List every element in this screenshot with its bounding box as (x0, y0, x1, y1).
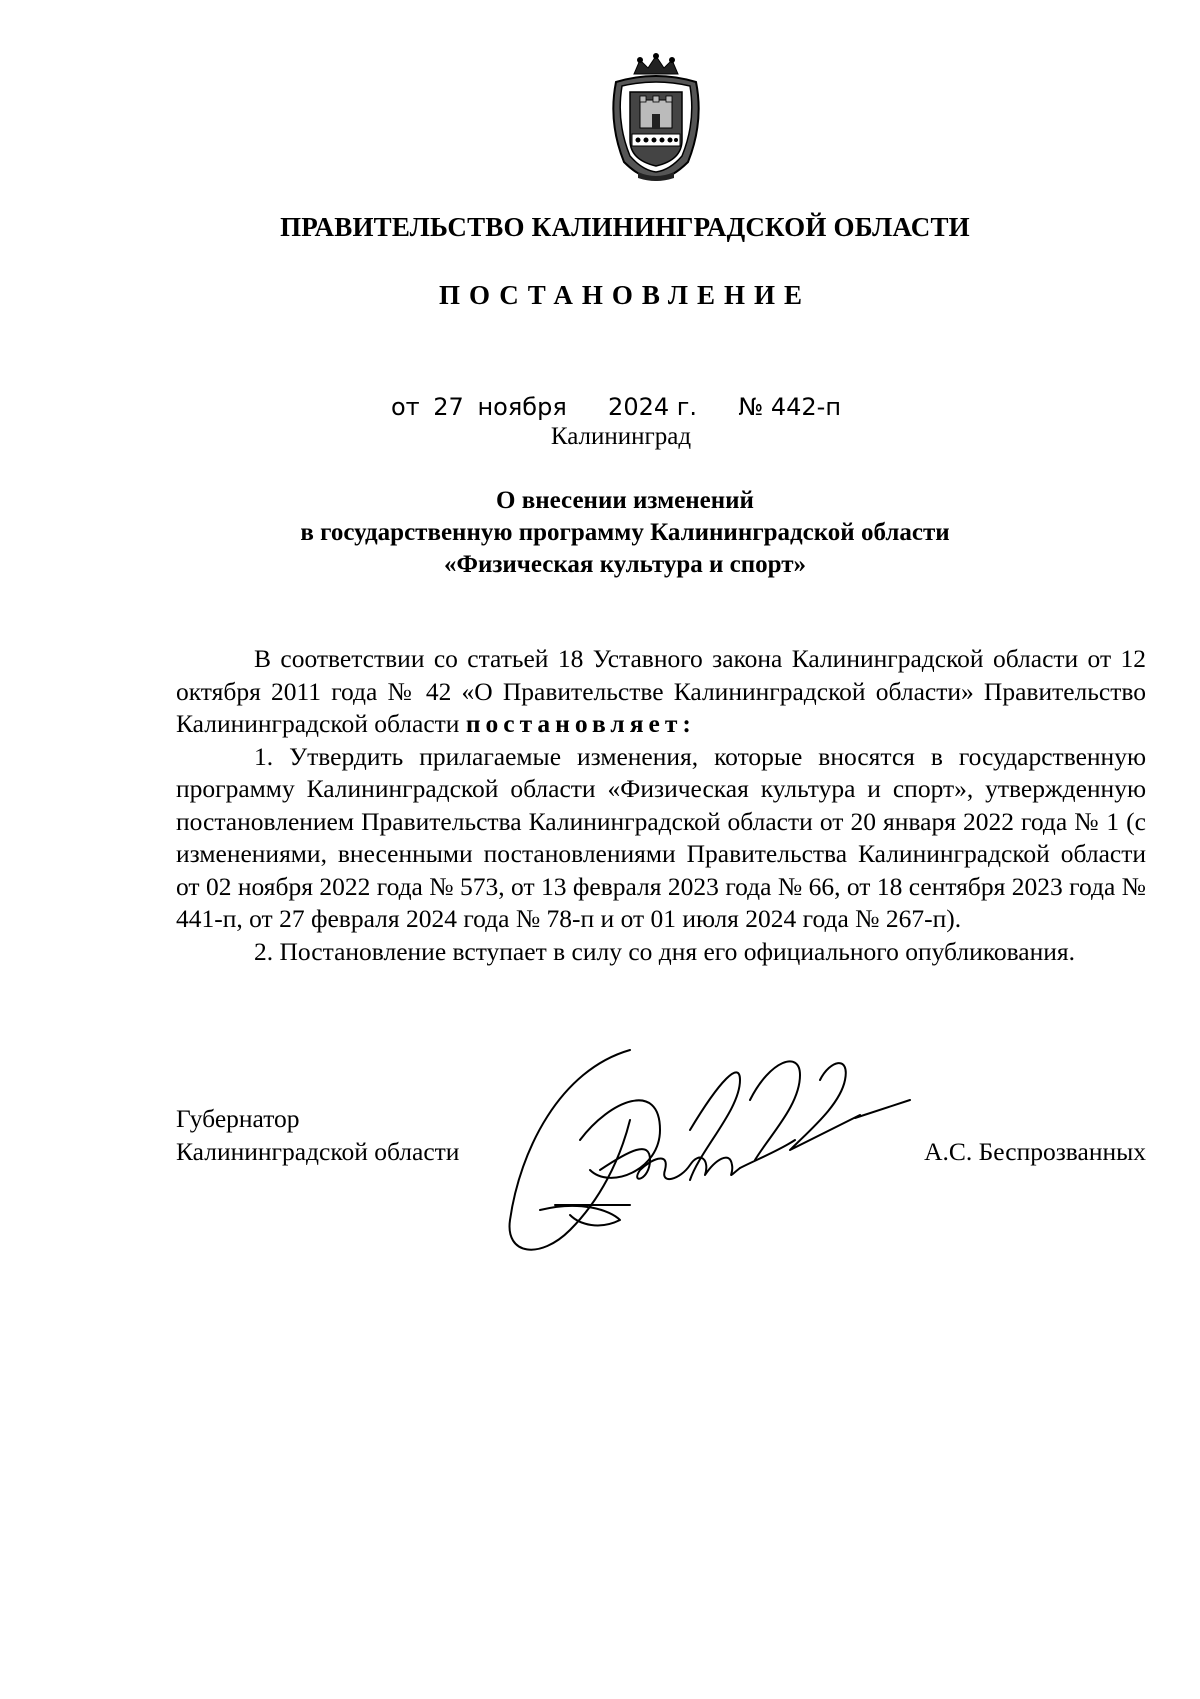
document-body (176, 643, 1146, 968)
date-prefix: от (390, 393, 420, 421)
document-number: № 442-п (738, 393, 842, 421)
date-number-line (0, 393, 1200, 421)
date-day: 27 (433, 393, 464, 421)
subject-line-1: О внесении изменений (496, 487, 754, 514)
date-month: ноября (477, 393, 567, 421)
subject-line-2: в государственную программу Калининградской области (300, 519, 950, 546)
signer-position (176, 1102, 459, 1168)
handwritten-signature (500, 1040, 920, 1270)
date-year: 2024 г. (608, 393, 697, 421)
subject-line-3: «Физическая культура и спорт» (443, 551, 807, 578)
city: Калининград (550, 423, 692, 450)
decree-word: постановляет (465, 709, 683, 738)
signer-position-line-1: Губернатор (176, 1104, 300, 1133)
item-2-paragraph: 2. Постановление вступает в силу со дня его официального опубликования. (254, 936, 1075, 966)
document-subject (0, 485, 1200, 581)
government-title: ПРАВИТЕЛЬСТВО КАЛИНИНГРАДСКОЙ ОБЛАСТИ (280, 212, 970, 242)
preamble-text: В соответствии со статьей 18 Уставного закона Калининградской области от 12 октября 2011 года № 42 «О Правительстве Калининградской области» Правительство Калининградской области (176, 644, 1146, 738)
preamble-paragraph (176, 643, 1146, 741)
item-1-paragraph: 1. Утвердить прилагаемые изменения, которые вносятся в государственную программу Калининградской области «Физическая культура и спорт», утвержденную постановлением Правительства Калининградской области от 20 января 2022 года № 1 (с изменениями, внесенными постановлениями Правительства Калининградской области от 02 ноября 2022 года № 573, от 13 февраля 2023 года № 66, от 18 сентября 2023 года № 441-п, от 27 февраля 2024 года № 78-п и от 01 июля 2024 года № 267-п). (176, 741, 1146, 933)
document-type: ПОСТАНОВЛЕНИЕ (438, 280, 812, 310)
signer-position-line-2: Калининградской области (176, 1137, 460, 1166)
coat-of-arms-icon (604, 52, 708, 182)
decree-colon: : (682, 709, 691, 738)
signer-name: А.С. Беспрозванных (924, 1137, 1146, 1166)
